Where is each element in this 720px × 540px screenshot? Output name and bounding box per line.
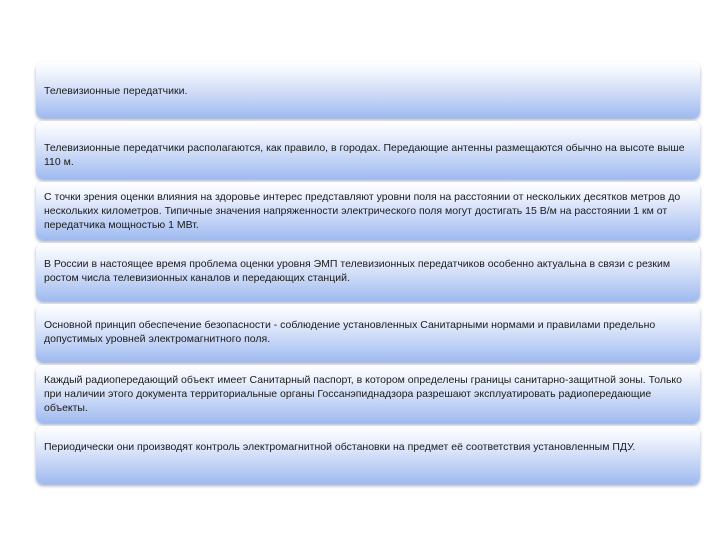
content-blocks	[36, 62, 700, 487]
block-title-text: Телевизионные передатчики.	[44, 85, 188, 97]
block-text-content: Телевизионные передатчики располагаются, как правило, в городах. Передающие антенны размещаются обычно на высоте выше 110 м.	[44, 142, 685, 168]
block-text-content: Периодически они производят контроль электромагнитной обстановки на предмет её соответствия установленным ПДУ.	[44, 441, 636, 453]
block-title	[36, 62, 700, 118]
block-text	[36, 182, 700, 240]
block-text	[36, 426, 700, 484]
block-text	[36, 121, 700, 179]
block-text-content: Каждый радиопередающий объект имеет Санитарный паспорт, в котором определены границы санитарно-защитной зоны. Только при наличии этого документа территориальные органы Госсанэпиднадзора разрешают эксплуатировать радиопередающие объекты.	[44, 374, 682, 414]
block-text	[36, 365, 700, 423]
block-text	[36, 304, 700, 362]
block-text-content: Основной принцип обеспечение безопасности - соблюдение установленных Санитарными нормами и правилами предельно допустимых уровней электромагнитного поля.	[44, 319, 656, 345]
block-text-content: В России в настоящее время проблема оценки уровня ЭМП телевизионных передатчиков особенно актуальна в связи с резким ростом числа телевизионных каналов и передающих станций.	[44, 258, 671, 284]
block-text-content: С точки зрения оценки влияния на здоровье интерес представляют уровни поля на расстоянии от нескольких десятков метров до нескольких километров. Типичные значения напряженности электрического поля могут достигать 15 В/м на расстоянии 1 км от передатчика мощностью 1 МВт.	[44, 191, 681, 231]
block-text	[36, 243, 700, 301]
